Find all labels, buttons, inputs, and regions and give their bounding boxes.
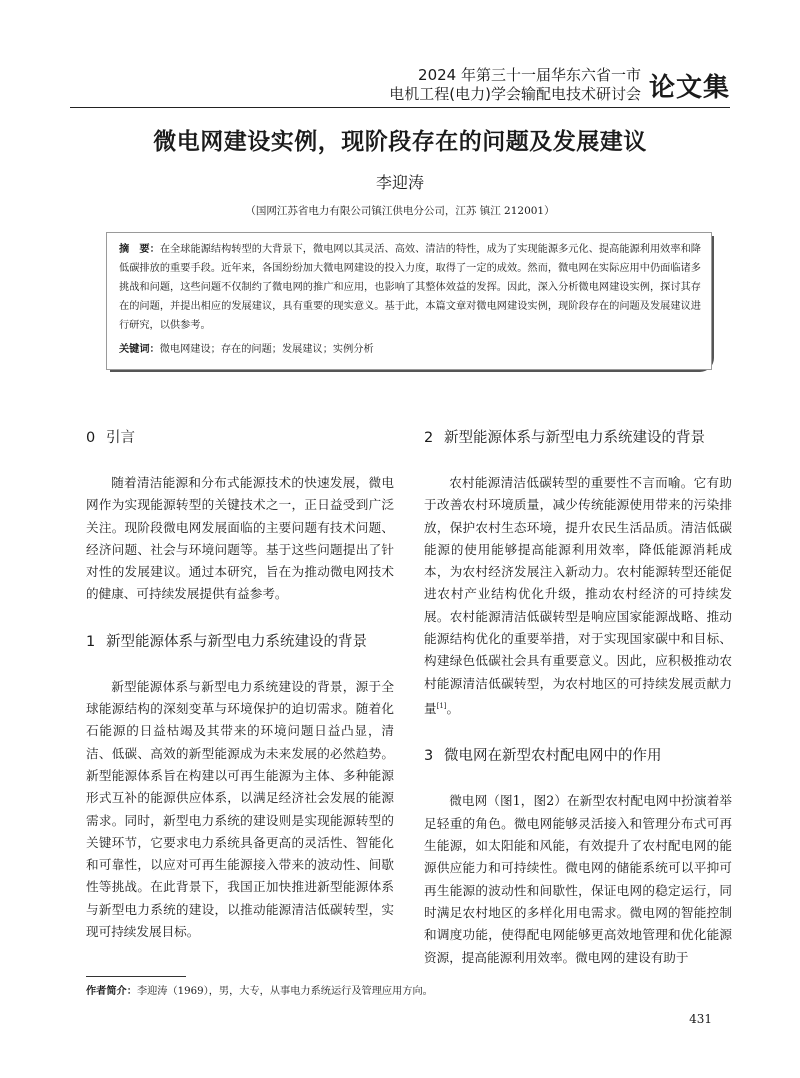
section-title: 微电网在新型农村配电网中的作用 [444,748,662,765]
section-number: 2 [424,430,434,446]
proceedings-header [389,66,730,104]
section-number: 0 [86,430,96,446]
conference-name [389,66,641,104]
page-number: 431 [689,1012,712,1026]
paragraph: 随着清洁能源和分布式能源技术的快速发展，微电网作为实现能源转型的关键技术之一，正日益受到广泛关注。现阶段微电网发展面临的主要问题有技术问题、经济问题、社会与环境问题等。基于这些问题提出了针对性的发展建议。通过本研究，旨在为推动微电网技术的健康、可持续发展提供有益参考。 [86,475,394,602]
paragraph: 新型能源体系与新型电力系统建设的背景，源于全球能源结构的深刻变革与环境保护的迫切需求。随着化石能源的日益枯竭及其带来的环境问题日益凸显，清洁、低碳、高效的新型能源成为未来发展的必然趋势。新型能源体系旨在构建以可再生能源为主体、多种能源形式互补的能源供应体系，以满足经济社会发展的能源需求。同时，新型电力系统的建设则是实现能源转型的关键环节，它要求电力系统具备更高的灵活性、智能化和可靠性，以应对可再生能源接入带来的波动性、间歇性等挑战。在此背景下，我国正加快推进新型能源体系与新型电力系统的建设，以推动能源清洁低碳转型，实现可持续发展目标。 [86,678,394,940]
section-number: 3 [424,748,434,765]
keywords-label: 关键词： [119,344,160,355]
abstract-text: 在全球能源结构转型的大背景下，微电网以其灵活、高效、清洁的特性，成为了实现能源多元化、提高能源利用效率和降低碳排放的重要手段。近年来，各国纷纷加大微电网建设的投入力度，取得了一定的成效。然而，微电网在实际应用中仍面临诸多挑战和问题，这些问题不仅制约了微电网的推广和应用，也影响了其整体效益的发挥。因此，深入分析微电网建设实例，探讨其存在的问题，并提出相应的发展建议，具有重要的现实意义。基于此，本篇文章对微电网建设实例，现阶段存在的问题及发展建议进行研究，以供参考。 [119,244,701,331]
keywords-text: 微电网建设；存在的问题；发展建议；实例分析 [159,344,374,355]
citation: [1] [436,701,447,710]
paper-title: 微电网建设实例，现阶段存在的问题及发展建议 [153,129,647,155]
footnote-divider [86,976,186,977]
section-title: 新型能源体系与新型电力系统建设的背景 [444,430,705,446]
paragraph-end: 。 [446,701,460,717]
section-heading-3 [424,744,732,768]
paragraph-text: 农村能源清洁低碳转型的重要性不言而喻。它有助于改善农村环境质量，减少传统能源使用带来的污染排放，保护农村生态环境，提升农民生活品质。清洁低碳能源的使用能够提高能源利用效率，降低能源消耗成本，为农村经济发展注入新动力。农村能源转型还能促进农村产业结构优化升级，推动农村经济的可持续发展。农村能源清洁低碳转型是响应国家能源战略、推动能源结构优化的重要举措，对于实现国家碳中和目标、构建绿色低碳社会具有重要意义。因此，应积极推动农村能源清洁低碳转型，为农村地区的可持续发展贡献力量 [424,475,732,717]
conference-line-1: 2024 年第三十一届华东六省一市 [418,66,641,84]
section-heading-0 [86,426,394,450]
section-number: 1 [86,633,96,650]
footnote-text: 李迎涛（1969），男，大专，从事电力系统运行及管理应用方向。 [136,986,433,997]
section-heading-2 [424,426,732,450]
left-column [86,426,394,943]
abstract-box [106,232,712,370]
author-name: 李迎涛 [375,173,424,192]
abstract [119,240,701,335]
author-affiliation: （国网江苏省电力有限公司镇江供电分公司，江苏 镇江 212001） [245,205,555,217]
keywords [119,340,374,355]
header-divider [70,107,730,108]
section-title: 引言 [106,430,135,446]
right-column [424,426,732,969]
section-heading-1 [86,630,394,654]
author-footnote [86,982,433,997]
section-title: 新型能源体系与新型电力系统建设的背景 [106,633,367,650]
abstract-label: 摘 要： [119,244,160,255]
proceedings-badge: 论文集 [648,72,730,103]
paragraph: 微电网（图1，图2）在新型农村配电网中扮演着举足轻重的角色。微电网能够灵活接入和管理分布式可再生能源，如太阳能和风能，有效提升了农村配电网的能源供应能力和可持续性。微电网的储能系统可以平抑可再生能源的波动性和间歇性，保证电网的稳定运行，同时满足农村地区的多样化用电需求。微电网的智能控制和调度功能，使得配电网能够更高效地管理和优化能源资源，提高能源利用效率。微电网的建设有助于 [424,793,732,965]
paragraph [424,472,732,720]
conference-line-2: 电机工程(电力)学会输配电技术研讨会 [389,85,641,103]
footnote-label: 作者简介： [86,986,137,997]
